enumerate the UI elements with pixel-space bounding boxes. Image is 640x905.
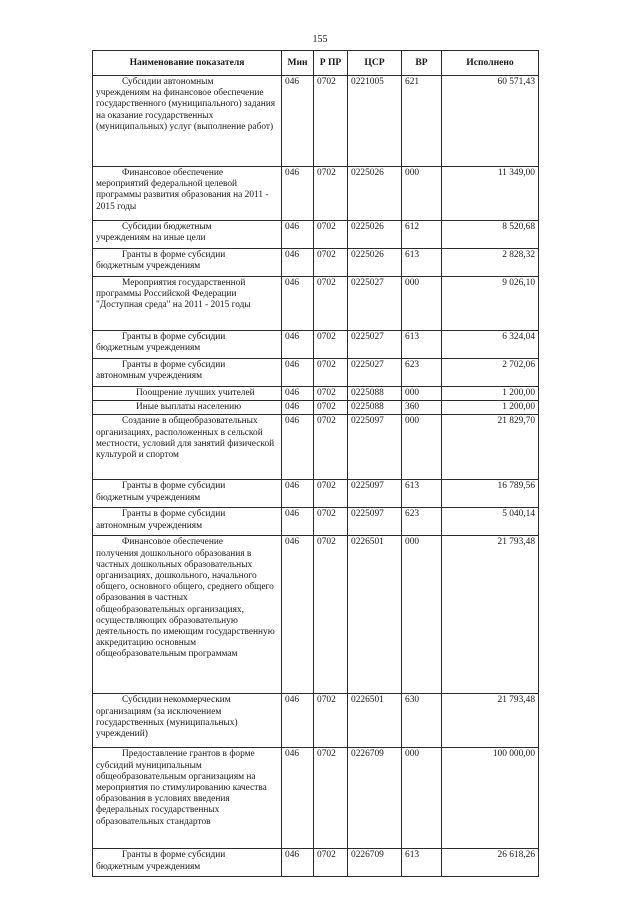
budget-execution-table [92, 50, 539, 877]
table-row [93, 536, 539, 694]
indicator-name-cell [93, 221, 282, 249]
indicator-name-first-line: Гранты в форме субсидии [122, 332, 226, 342]
executed-amount-cell: 1 200,00 [442, 387, 539, 401]
header-executed: Исполнено [442, 51, 539, 76]
section-code-cell: 0702 [314, 249, 348, 277]
executed-amount-cell: 11 349,00 [442, 167, 539, 221]
table-row [93, 331, 539, 359]
indicator-name-continuation: субсидий муниципальным общеобразовательным организациям на мероприятия по стимулированию качества образования в условиях введения федеральных государственных образовательных стандартов [96, 760, 267, 827]
indicator-name-cell [93, 387, 282, 401]
section-code-cell: 0702 [314, 849, 348, 877]
section-code-cell: 0702 [314, 415, 348, 480]
ministry-code-cell: 046 [282, 694, 314, 748]
section-code-cell: 0702 [314, 387, 348, 401]
expense-type-cell: 000 [402, 536, 442, 694]
table-row [93, 359, 539, 387]
ministry-code-cell: 046 [282, 76, 314, 167]
ministry-code-cell: 046 [282, 480, 314, 508]
table-header-row [93, 51, 539, 76]
indicator-name-continuation: организациях, расположенных в сельской местности, условий для занятий физической культурой и спортом [96, 427, 275, 461]
target-code-cell: 0226501 [348, 694, 402, 748]
header-target: ЦСР [348, 51, 402, 76]
expense-type-cell: 000 [402, 387, 442, 401]
table-row [93, 221, 539, 249]
ministry-code-cell: 046 [282, 748, 314, 849]
indicator-name-cell [93, 331, 282, 359]
target-code-cell: 0225088 [348, 401, 402, 415]
target-code-cell: 0225097 [348, 415, 402, 480]
ministry-code-cell: 046 [282, 331, 314, 359]
indicator-name-first-line: Предоставление грантов в форме [122, 749, 255, 760]
indicator-name-cell [93, 748, 282, 849]
indicator-name-cell [93, 249, 282, 277]
section-code-cell: 0702 [314, 694, 348, 748]
indicator-name-continuation: бюджетным учреждениям [96, 861, 201, 872]
table-row [93, 480, 539, 508]
target-code-cell: 0225027 [348, 277, 402, 331]
expense-type-cell: 000 [402, 748, 442, 849]
indicator-name-first-line: Гранты в форме субсидии [122, 509, 226, 520]
executed-amount-cell: 21 829,70 [442, 415, 539, 480]
section-code-cell: 0702 [314, 748, 348, 849]
indicator-name-continuation: бюджетным учреждениям [96, 492, 201, 503]
executed-amount-cell: 6 324,04 [442, 331, 539, 359]
indicator-name-first-line: Поощрение лучших учителей [136, 388, 255, 398]
executed-amount-cell: 16 789,56 [442, 480, 539, 508]
ministry-code-cell: 046 [282, 415, 314, 480]
indicator-name-cell [93, 415, 282, 480]
ministry-code-cell: 046 [282, 508, 314, 536]
indicator-name-continuation: автономным учреждениям [96, 371, 203, 382]
indicator-name-first-line: Гранты в форме субсидии [122, 250, 226, 260]
indicator-name-cell [93, 480, 282, 508]
indicator-name-continuation: учреждениям на финансовое обеспечение государственного (муниципального) задания на оказание государственных (муниципальных) услуг (выполнение работ) [96, 88, 276, 132]
indicator-name-first-line: Иные выплаты населению [136, 402, 242, 413]
indicator-name-first-line: Гранты в форме субсидии [122, 481, 226, 492]
indicator-name-first-line: Финансовое обеспечение [122, 537, 224, 548]
target-code-cell: 0226501 [348, 536, 402, 694]
expense-type-cell: 623 [402, 508, 442, 536]
indicator-name-continuation: получения дошкольного образования в частных дошкольных образовательных организациях, дошкольного, начального общего, основного общего, среднего общего образования в частных общеобразовательных организациях, осуществляющих образовательную деятельность по имеющим государственную аккредитацию основным общеобразовательным программам [96, 548, 275, 660]
indicator-name-cell [93, 76, 282, 167]
expense-type-cell: 000 [402, 167, 442, 221]
ministry-code-cell: 046 [282, 277, 314, 331]
indicator-name-first-line: Гранты в форме субсидии [122, 850, 226, 861]
indicator-name-first-line: Субсидии автономным [122, 77, 214, 87]
table-row [93, 167, 539, 221]
header-name: Наименование показателя [93, 51, 282, 76]
target-code-cell: 0225026 [348, 167, 402, 221]
ministry-code-cell: 046 [282, 536, 314, 694]
indicator-name-first-line: Субсидии бюджетным [122, 222, 212, 232]
section-code-cell: 0702 [314, 401, 348, 415]
executed-amount-cell: 60 571,43 [442, 76, 539, 167]
header-ministry: Мин [282, 51, 314, 76]
section-code-cell: 0702 [314, 480, 348, 508]
executed-amount-cell: 8 520,68 [442, 221, 539, 249]
ministry-code-cell: 046 [282, 249, 314, 277]
section-code-cell: 0702 [314, 536, 348, 694]
indicator-name-first-line: Создание в общеобразовательных [122, 416, 258, 427]
indicator-name-first-line: Гранты в форме субсидии [122, 360, 226, 370]
table-row [93, 508, 539, 536]
indicator-name-continuation: мероприятий федеральной целевой программы развития образования на 2011 - 2015 годы [96, 179, 269, 212]
ministry-code-cell: 046 [282, 221, 314, 249]
indicator-name-first-line: Субсидии некоммерческим [122, 695, 231, 706]
indicator-name-cell [93, 508, 282, 536]
expense-type-cell: 621 [402, 76, 442, 167]
expense-type-cell: 613 [402, 331, 442, 359]
target-code-cell: 0225088 [348, 387, 402, 401]
expense-type-cell: 630 [402, 694, 442, 748]
target-code-cell: 0225026 [348, 249, 402, 277]
header-expense-type: ВР [402, 51, 442, 76]
executed-amount-cell: 21 793,48 [442, 694, 539, 748]
expense-type-cell: 613 [402, 849, 442, 877]
target-code-cell: 0221005 [348, 76, 402, 167]
target-code-cell: 0225027 [348, 331, 402, 359]
table-row [93, 694, 539, 748]
table-row [93, 76, 539, 167]
ministry-code-cell: 046 [282, 167, 314, 221]
indicator-name-continuation: бюджетным учреждениям [96, 261, 201, 272]
expense-type-cell: 613 [402, 480, 442, 508]
indicator-name-continuation: программы Российской Федерации "Доступная среда" на 2011 - 2015 годы [96, 289, 251, 311]
expense-type-cell: 360 [402, 401, 442, 415]
expense-type-cell: 000 [402, 415, 442, 480]
target-code-cell: 0225026 [348, 221, 402, 249]
target-code-cell: 0225027 [348, 359, 402, 387]
expense-type-cell: 612 [402, 221, 442, 249]
indicator-name-cell [93, 167, 282, 221]
indicator-name-cell [93, 536, 282, 694]
executed-amount-cell: 1 200,00 [442, 401, 539, 415]
target-code-cell: 0226709 [348, 849, 402, 877]
table-row [93, 748, 539, 849]
section-code-cell: 0702 [314, 167, 348, 221]
table-row [93, 249, 539, 277]
section-code-cell: 0702 [314, 331, 348, 359]
table-row [93, 387, 539, 401]
indicator-name-continuation: автономным учреждениям [96, 520, 203, 531]
table-row [93, 277, 539, 331]
executed-amount-cell: 100 000,00 [442, 748, 539, 849]
indicator-name-cell [93, 277, 282, 331]
indicator-name-first-line: Финансовое обеспечение [122, 168, 224, 178]
indicator-name-cell [93, 401, 282, 415]
expense-type-cell: 000 [402, 277, 442, 331]
section-code-cell: 0702 [314, 76, 348, 167]
indicator-name-cell [93, 359, 282, 387]
table-row [93, 415, 539, 480]
target-code-cell: 0225097 [348, 508, 402, 536]
ministry-code-cell: 046 [282, 849, 314, 877]
indicator-name-cell [93, 694, 282, 748]
indicator-name-continuation: бюджетным учреждениям [96, 343, 201, 354]
section-code-cell: 0702 [314, 277, 348, 331]
indicator-name-first-line: Мероприятия государственной [122, 278, 246, 288]
executed-amount-cell: 9 026,10 [442, 277, 539, 331]
target-code-cell: 0225097 [348, 480, 402, 508]
executed-amount-cell: 21 793,48 [442, 536, 539, 694]
target-code-cell: 0226709 [348, 748, 402, 849]
section-code-cell: 0702 [314, 508, 348, 536]
page-number: 155 [312, 34, 328, 45]
expense-type-cell: 623 [402, 359, 442, 387]
header-section: Р ПР [314, 51, 348, 76]
executed-amount-cell: 26 618,26 [442, 849, 539, 877]
indicator-name-continuation: организациям (за исключением государственных (муниципальных) учреждений) [96, 706, 238, 740]
section-code-cell: 0702 [314, 221, 348, 249]
ministry-code-cell: 046 [282, 401, 314, 415]
executed-amount-cell: 2 702,06 [442, 359, 539, 387]
ministry-code-cell: 046 [282, 359, 314, 387]
indicator-name-continuation: учреждениям на иные цели [96, 233, 206, 244]
indicator-name-cell [93, 849, 282, 877]
expense-type-cell: 613 [402, 249, 442, 277]
table-row [93, 849, 539, 877]
table-row [93, 401, 539, 415]
executed-amount-cell: 5 040,14 [442, 508, 539, 536]
section-code-cell: 0702 [314, 359, 348, 387]
ministry-code-cell: 046 [282, 387, 314, 401]
executed-amount-cell: 2 828,32 [442, 249, 539, 277]
